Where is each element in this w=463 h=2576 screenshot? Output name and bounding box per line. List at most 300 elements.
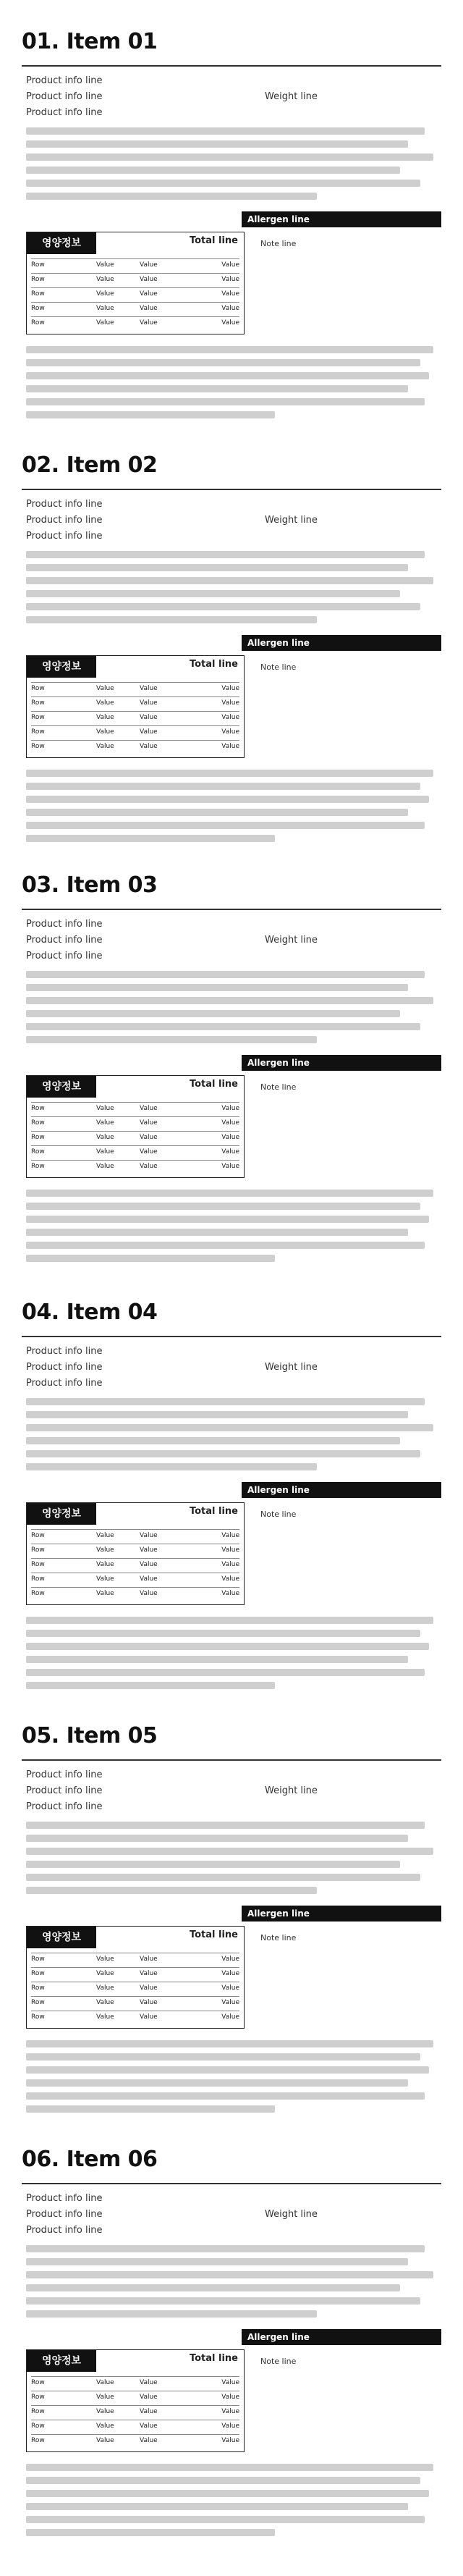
- nutrition-row: [31, 1529, 239, 1541]
- storage-text-line: [26, 1643, 429, 1650]
- nutrition-row: [31, 696, 239, 709]
- storage-text-line: [26, 1203, 420, 1210]
- product-info-text: Product info line: [26, 1362, 103, 1373]
- nutrition-facts-box: [26, 2349, 245, 2452]
- allergen-bar: Allergen line: [242, 1055, 441, 1071]
- nutrition-row: [31, 725, 239, 738]
- ingredient-text-line: [26, 551, 425, 558]
- nutrition-row: [31, 1116, 239, 1129]
- nutrition-cell: Value: [221, 2437, 239, 2444]
- product-info-text: Product info line: [26, 1785, 103, 1796]
- ingredient-text-line: [26, 2245, 425, 2252]
- product-name: Item 06: [66, 2147, 158, 2172]
- nutrition-cell: Value: [96, 1561, 114, 1568]
- nutrition-cell: Value: [221, 1999, 239, 2006]
- nutrition-row: [31, 711, 239, 723]
- ingredient-text-line: [26, 1848, 433, 1855]
- nutrition-cell: Value: [140, 1148, 158, 1156]
- product-weight: Weight line: [265, 515, 318, 526]
- product-weight: Weight line: [265, 1362, 318, 1373]
- nutrition-cell: Value: [140, 1546, 158, 1554]
- nutrition-cell: Value: [96, 685, 114, 692]
- product-info-line: [26, 107, 437, 118]
- nutrition-cell: Row: [31, 685, 45, 692]
- nutrition-cell: Row: [31, 2394, 45, 2401]
- ingredient-text-line: [26, 984, 408, 991]
- nutrition-cell: Value: [221, 290, 239, 298]
- nutrition-cell: Value: [221, 1575, 239, 1583]
- nutrition-cell: Value: [221, 1105, 239, 1112]
- product-number: 01.: [22, 29, 59, 54]
- storage-text-line: [26, 783, 420, 790]
- nutrition-cell: Value: [96, 2013, 114, 2021]
- nutrition-cell: Value: [140, 699, 158, 707]
- ingredient-text-line: [26, 2310, 317, 2318]
- allergen-note: Note line: [260, 662, 297, 672]
- section-rule: [22, 2183, 441, 2184]
- product-info-text: Product info line: [26, 2209, 103, 2220]
- nutrition-cell: Value: [96, 2423, 114, 2430]
- nutrition-cell: Value: [140, 1590, 158, 1597]
- nutrition-cell: Row: [31, 2408, 45, 2415]
- product-section: [0, 872, 463, 1278]
- section-rule: [22, 909, 441, 910]
- nutrition-header: 영양정보: [27, 1076, 96, 1098]
- product-name: Item 02: [66, 453, 158, 478]
- nutrition-cell: Value: [96, 743, 114, 750]
- nutrition-facts-box: [26, 1926, 245, 2029]
- nutrition-row: [31, 1160, 239, 1172]
- storage-text-line: [26, 822, 425, 829]
- ingredient-text-line: [26, 180, 420, 187]
- storage-text-line: [26, 2105, 275, 2113]
- nutrition-facts-box: [26, 1075, 245, 1178]
- nutrition-cell: Value: [221, 1970, 239, 1977]
- nutrition-cell: Row: [31, 276, 45, 283]
- product-number: 04.: [22, 1300, 59, 1325]
- nutrition-cell: Value: [96, 728, 114, 736]
- storage-text-line: [26, 835, 275, 842]
- nutrition-cell: Value: [140, 2379, 158, 2386]
- nutrition-cell: Value: [96, 1148, 114, 1156]
- ingredient-text-line: [26, 590, 400, 597]
- product-title: [22, 2147, 157, 2172]
- storage-text-line: [26, 2079, 408, 2087]
- storage-text-line: [26, 1242, 425, 1249]
- storage-text-line: [26, 1255, 275, 1262]
- product-section: [0, 1300, 463, 1705]
- nutrition-cell: Value: [221, 276, 239, 283]
- ingredient-text-line: [26, 2271, 433, 2278]
- nutrition-cell: Value: [96, 1999, 114, 2006]
- ingredient-text-line: [26, 616, 317, 623]
- nutrition-cell: Value: [96, 2408, 114, 2415]
- product-info-text: Product info line: [26, 1801, 103, 1812]
- product-title: [22, 29, 157, 54]
- nutrition-row: [31, 2405, 239, 2417]
- nutrition-row: [31, 1982, 239, 1994]
- nutrition-cell: Row: [31, 319, 45, 327]
- allergen-bar: Allergen line: [242, 211, 441, 227]
- product-info-text: Product info line: [26, 499, 103, 510]
- nutrition-cell: Value: [221, 2013, 239, 2021]
- nutrition-cell: Value: [96, 1134, 114, 1141]
- nutrition-cell: Value: [140, 2013, 158, 2021]
- ingredient-text-line: [26, 167, 400, 174]
- product-number: 03.: [22, 872, 59, 898]
- nutrition-cell: Value: [96, 2394, 114, 2401]
- storage-text-line: [26, 1669, 425, 1676]
- storage-text-line: [26, 1656, 408, 1663]
- product-number: 05.: [22, 1723, 59, 1748]
- nutrition-cell: Value: [140, 2437, 158, 2444]
- nutrition-cell: Value: [96, 1956, 114, 1963]
- ingredient-text-line: [26, 1463, 317, 1470]
- product-info-line: [26, 951, 437, 961]
- nutrition-facts-box: [26, 655, 245, 758]
- nutrition-cell: Row: [31, 743, 45, 750]
- product-info-text: Product info line: [26, 1378, 103, 1389]
- product-section: [0, 453, 463, 858]
- product-info-line: [26, 919, 437, 930]
- product-name: Item 04: [66, 1300, 158, 1325]
- nutrition-header: 영양정보: [27, 656, 96, 678]
- storage-text-line: [26, 2464, 433, 2471]
- nutrition-cell: Row: [31, 2379, 45, 2386]
- nutrition-cell: Row: [31, 2437, 45, 2444]
- product-info-text: Product info line: [26, 531, 103, 542]
- storage-text-line: [26, 1216, 429, 1223]
- nutrition-cell: Row: [31, 1148, 45, 1156]
- storage-text-line: [26, 2066, 429, 2074]
- nutrition-cell: Row: [31, 1984, 45, 1992]
- nutrition-cell: Value: [221, 305, 239, 312]
- nutrition-cell: Value: [140, 714, 158, 721]
- nutrition-cell: Row: [31, 305, 45, 312]
- nutrition-cell: Value: [140, 1532, 158, 1539]
- nutrition-total: Total line: [189, 1929, 238, 1940]
- ingredient-text-line: [26, 1411, 408, 1418]
- product-title: [22, 1723, 157, 1748]
- nutrition-cell: Row: [31, 1134, 45, 1141]
- storage-text-line: [26, 2477, 420, 2484]
- storage-text-line: [26, 385, 408, 392]
- allergen-note: Note line: [260, 1933, 297, 1942]
- product-info-text: Product info line: [26, 75, 103, 86]
- nutrition-cell: Value: [96, 1163, 114, 1170]
- product-number: 06.: [22, 2147, 59, 2172]
- product-info-line: [26, 1785, 437, 1796]
- nutrition-cell: Value: [96, 699, 114, 707]
- nutrition-cell: Value: [140, 1561, 158, 1568]
- section-rule: [22, 1759, 441, 1761]
- nutrition-cell: Value: [140, 1970, 158, 1977]
- ingredient-text-line: [26, 603, 420, 610]
- product-info-line: [26, 1801, 437, 1812]
- product-weight: Weight line: [265, 1785, 318, 1796]
- product-info-line: [26, 1362, 437, 1373]
- product-info-text: Product info line: [26, 107, 103, 118]
- nutrition-row: [31, 1587, 239, 1599]
- nutrition-cell: Value: [221, 1532, 239, 1539]
- nutrition-cell: Value: [221, 2379, 239, 2386]
- product-section: [0, 1723, 463, 2129]
- nutrition-row: [31, 1967, 239, 1979]
- nutrition-cell: Row: [31, 1970, 45, 1977]
- ingredient-text-line: [26, 1861, 400, 1868]
- product-info-text: Product info line: [26, 2193, 103, 2204]
- ingredient-text-line: [26, 564, 408, 571]
- nutrition-cell: Row: [31, 261, 45, 269]
- nutrition-cell: Value: [140, 2394, 158, 2401]
- product-name: Item 01: [66, 29, 158, 54]
- storage-text-line: [26, 398, 425, 405]
- nutrition-cell: Value: [140, 2423, 158, 2430]
- product-info-text: Product info line: [26, 2225, 103, 2236]
- nutrition-cell: Value: [140, 1105, 158, 1112]
- ingredient-text-line: [26, 2297, 420, 2304]
- ingredient-text-line: [26, 1398, 425, 1405]
- allergen-note: Note line: [260, 2357, 297, 2366]
- storage-text-line: [26, 2490, 429, 2497]
- storage-text-line: [26, 1229, 408, 1236]
- product-weight: Weight line: [265, 2209, 318, 2220]
- nutrition-row: [31, 2376, 239, 2388]
- nutrition-cell: Row: [31, 1105, 45, 1112]
- ingredient-text-line: [26, 1887, 317, 1894]
- nutrition-cell: Value: [140, 1999, 158, 2006]
- product-name: Item 03: [66, 872, 158, 898]
- product-info-line: [26, 531, 437, 542]
- ingredient-text-line: [26, 127, 425, 135]
- ingredient-text-line: [26, 1036, 317, 1043]
- nutrition-cell: Value: [96, 1546, 114, 1554]
- nutrition-cell: Row: [31, 1590, 45, 1597]
- nutrition-cell: Value: [221, 261, 239, 269]
- nutrition-row: [31, 1131, 239, 1143]
- nutrition-header: 영양정보: [27, 1503, 96, 1525]
- product-info-text: Product info line: [26, 951, 103, 961]
- storage-text-line: [26, 372, 429, 379]
- ingredient-text-line: [26, 1023, 420, 1030]
- storage-text-line: [26, 1190, 433, 1197]
- nutrition-cell: Value: [140, 2408, 158, 2415]
- nutrition-cell: Value: [140, 1984, 158, 1992]
- nutrition-cell: Value: [96, 2437, 114, 2444]
- allergen-bar: Allergen line: [242, 635, 441, 651]
- ingredient-text-line: [26, 2258, 408, 2265]
- ingredient-text-line: [26, 193, 317, 200]
- nutrition-cell: Value: [221, 1561, 239, 1568]
- section-rule: [22, 1336, 441, 1337]
- nutrition-cell: Row: [31, 1575, 45, 1583]
- storage-text-line: [26, 2516, 425, 2523]
- nutrition-cell: Row: [31, 290, 45, 298]
- ingredient-text-line: [26, 1450, 420, 1457]
- nutrition-cell: Value: [221, 728, 239, 736]
- nutrition-cell: Value: [96, 319, 114, 327]
- nutrition-total: Total line: [189, 659, 238, 670]
- product-info-line: [26, 1378, 437, 1389]
- nutrition-cell: Row: [31, 2013, 45, 2021]
- product-info-text: Product info line: [26, 919, 103, 930]
- nutrition-cell: Value: [96, 1532, 114, 1539]
- nutrition-cell: Row: [31, 1956, 45, 1963]
- nutrition-cell: Value: [140, 1134, 158, 1141]
- nutrition-cell: Value: [140, 319, 158, 327]
- nutrition-cell: Value: [221, 319, 239, 327]
- nutrition-row: [31, 2420, 239, 2432]
- product-info-line: [26, 515, 437, 526]
- storage-text-line: [26, 1617, 433, 1624]
- nutrition-facts-box: [26, 232, 245, 334]
- product-number: 02.: [22, 453, 59, 478]
- ingredient-text-line: [26, 1010, 400, 1017]
- product-info-line: [26, 75, 437, 86]
- product-info-line: [26, 91, 437, 102]
- ingredient-text-line: [26, 153, 433, 161]
- nutrition-cell: Value: [96, 261, 114, 269]
- nutrition-cell: Value: [221, 685, 239, 692]
- nutrition-cell: Value: [96, 1970, 114, 1977]
- product-section: [0, 2147, 463, 2552]
- nutrition-cell: Value: [96, 1119, 114, 1127]
- nutrition-header: 영양정보: [27, 2350, 96, 2372]
- nutrition-cell: Value: [96, 2379, 114, 2386]
- product-info-line: [26, 2193, 437, 2204]
- storage-text-line: [26, 2040, 433, 2047]
- nutrition-cell: Value: [221, 1546, 239, 1554]
- nutrition-cell: Row: [31, 1163, 45, 1170]
- allergen-bar: Allergen line: [242, 2329, 441, 2345]
- ingredient-text-line: [26, 1437, 400, 1444]
- storage-text-line: [26, 809, 408, 816]
- nutrition-cell: Value: [140, 276, 158, 283]
- nutrition-cell: Value: [96, 1575, 114, 1583]
- nutrition-row: [31, 1996, 239, 2008]
- ingredient-text-line: [26, 971, 425, 978]
- storage-text-line: [26, 2053, 420, 2061]
- nutrition-cell: Value: [221, 1134, 239, 1141]
- nutrition-facts-box: [26, 1502, 245, 1605]
- nutrition-row: [31, 740, 239, 752]
- nutrition-cell: Row: [31, 1546, 45, 1554]
- product-info-line: [26, 935, 437, 946]
- nutrition-cell: Value: [96, 1984, 114, 1992]
- nutrition-cell: Value: [140, 290, 158, 298]
- nutrition-cell: Value: [96, 1105, 114, 1112]
- nutrition-cell: Value: [221, 1163, 239, 1170]
- product-section: [0, 29, 463, 434]
- nutrition-cell: Value: [140, 305, 158, 312]
- nutrition-header: 영양정보: [27, 1927, 96, 1948]
- nutrition-total: Total line: [189, 1079, 238, 1090]
- nutrition-row: [31, 1145, 239, 1158]
- storage-text-line: [26, 770, 433, 777]
- nutrition-row: [31, 2011, 239, 2023]
- product-info-line: [26, 499, 437, 510]
- storage-text-line: [26, 1682, 275, 1689]
- nutrition-cell: Row: [31, 1532, 45, 1539]
- nutrition-cell: Row: [31, 1561, 45, 1568]
- ingredient-text-line: [26, 1424, 433, 1431]
- nutrition-row: [31, 2391, 239, 2403]
- nutrition-cell: Value: [221, 699, 239, 707]
- allergen-note: Note line: [260, 1510, 297, 1519]
- nutrition-cell: Value: [221, 1956, 239, 1963]
- nutrition-row: [31, 316, 239, 329]
- allergen-bar: Allergen line: [242, 1906, 441, 1922]
- nutrition-row: [31, 302, 239, 314]
- nutrition-cell: Value: [96, 714, 114, 721]
- ingredient-text-line: [26, 140, 408, 148]
- nutrition-row: [31, 682, 239, 694]
- nutrition-row: [31, 1953, 239, 1965]
- nutrition-cell: Value: [140, 685, 158, 692]
- product-title: [22, 872, 157, 898]
- product-title: [22, 453, 157, 478]
- nutrition-cell: Value: [140, 1956, 158, 1963]
- nutrition-row: [31, 2434, 239, 2446]
- nutrition-row: [31, 1558, 239, 1570]
- nutrition-cell: Row: [31, 728, 45, 736]
- ingredient-text-line: [26, 577, 433, 584]
- nutrition-row: [31, 273, 239, 285]
- product-weight: Weight line: [265, 91, 318, 102]
- ingredient-text-line: [26, 997, 433, 1004]
- ingredient-text-line: [26, 1835, 408, 1842]
- section-rule: [22, 489, 441, 490]
- nutrition-cell: Value: [221, 2423, 239, 2430]
- storage-text-line: [26, 411, 275, 418]
- product-title: [22, 1300, 157, 1325]
- nutrition-cell: Value: [140, 261, 158, 269]
- storage-text-line: [26, 2529, 275, 2536]
- nutrition-cell: Value: [221, 1148, 239, 1156]
- nutrition-row: [31, 1573, 239, 1585]
- product-info-text: Product info line: [26, 935, 103, 946]
- section-rule: [22, 65, 441, 67]
- nutrition-cell: Row: [31, 699, 45, 707]
- product-weight: Weight line: [265, 935, 318, 946]
- product-name: Item 05: [66, 1723, 158, 1748]
- product-info-line: [26, 1769, 437, 1780]
- storage-text-line: [26, 346, 433, 353]
- nutrition-cell: Value: [221, 2394, 239, 2401]
- storage-text-line: [26, 359, 420, 366]
- nutrition-cell: Row: [31, 1119, 45, 1127]
- nutrition-total: Total line: [189, 1506, 238, 1517]
- product-info-text: Product info line: [26, 515, 103, 526]
- nutrition-cell: Value: [140, 1575, 158, 1583]
- nutrition-cell: Row: [31, 2423, 45, 2430]
- nutrition-cell: Value: [140, 728, 158, 736]
- nutrition-row: [31, 287, 239, 300]
- storage-text-line: [26, 1630, 420, 1637]
- product-info-line: [26, 2225, 437, 2236]
- nutrition-cell: Value: [96, 290, 114, 298]
- storage-text-line: [26, 2092, 425, 2100]
- ingredient-text-line: [26, 1822, 425, 1829]
- nutrition-cell: Value: [96, 305, 114, 312]
- nutrition-cell: Value: [221, 1590, 239, 1597]
- nutrition-cell: Value: [221, 743, 239, 750]
- storage-text-line: [26, 2503, 408, 2510]
- allergen-note: Note line: [260, 239, 297, 248]
- nutrition-total: Total line: [189, 235, 238, 246]
- nutrition-cell: Value: [140, 743, 158, 750]
- nutrition-cell: Value: [140, 1119, 158, 1127]
